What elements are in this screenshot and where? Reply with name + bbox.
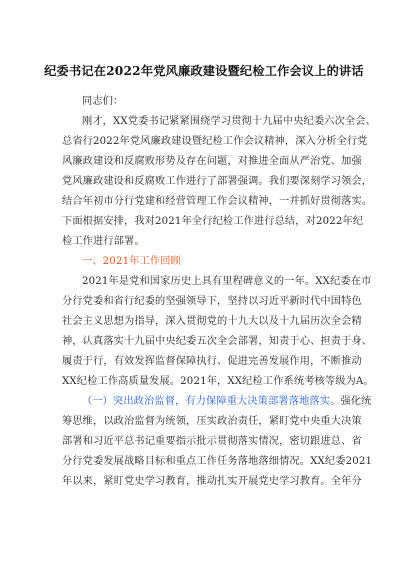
paragraph-line: 2021年是党和国家历史上具有里程碑意义的一年。XX纪委在市 [82,276,372,287]
greeting: 同志们： [82,96,124,107]
paragraph-line: 履责于行，有效发挥监督保障执行、促进完善发展作用，不断推动 [62,356,362,367]
paragraph-line: 年以来，紧盯党史学习教育，推动扎实开展党史学习教育。全年分 [62,476,362,487]
subsection-line [62,392,372,412]
section-heading: 一、2021年工作回顾 [82,256,181,267]
paragraph-line: 风廉政建设和反腐败形势及存在问题，对推进全面从严治党、加强 [62,156,362,167]
paragraph-line: 结合年初市分行党建和经营管理工作会议精神，一并抓好贯彻落实。 [62,196,373,207]
subsection-text: 强化统 [340,396,372,407]
paragraph-line: 分行党委和省行纪委的坚强领导下，坚持以习近平新时代中国特色 [62,296,362,307]
paragraph-line: XX纪检工作高质量发展。2021年，XX纪检工作系统考核等级为A。 [62,376,374,387]
subsection-heading: （一）突出政治监督，有力保障重大决策部署落地落实。 [82,396,341,407]
paragraph-line: 部署和习近平总书记重要指示批示贯彻落实情况，密切跟进总、省 [62,436,362,447]
paragraph-line: 党风廉政建设和反腐败工作进行了部署强调。我们要深刻学习领会， [62,176,373,187]
paragraph-line: 总省行2022年党风廉政建设暨纪检工作会议精神，深入分析全行党 [62,136,368,147]
paragraph-line: 刚才，XX党委书记紧紧围绕学习贯彻十九届中央纪委六次全会、 [82,116,376,127]
document-body [62,92,376,492]
paragraph-line: 神，认真落实十九届中央纪委五次全会部署，知责于心、担责于身、 [62,336,373,347]
paragraph-line: 分行党委发展战略目标和重点工作任务落地落细情况。XX纪委2021 [62,456,373,467]
paragraph-line: 检工作进行部署。 [62,236,145,247]
paragraph-line: 社会主义思想为指导，深入贯彻党的十九大以及十九届历次全会精 [62,316,362,327]
paragraph-line: 下面根据安排，我对2021年全行纪检工作进行总结，对2022年纪 [62,216,364,227]
paragraph-line: 筹思维，以政治监督为统领，压实政治责任，紧盯党中央重大决策 [62,416,362,427]
document-title: 纪委书记在2022年党风廉政建设暨纪检工作会议上的讲话 [44,64,364,78]
